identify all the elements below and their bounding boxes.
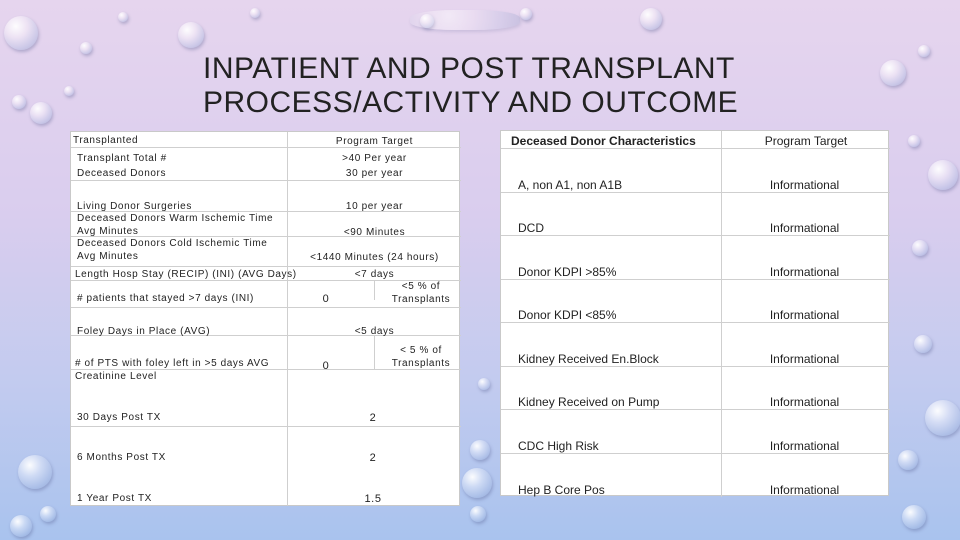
row-cdc-high-risk-target: Informational	[769, 439, 840, 453]
row-1-year-target: 1.5	[364, 493, 382, 505]
row-on-pump-label: Kidney Received on Pump	[518, 395, 660, 409]
row-on-pump-target: Informational	[769, 395, 840, 409]
row-en-block-target: Informational	[769, 352, 840, 366]
row-hep-b-target: Informational	[769, 483, 840, 497]
row-30-days-target: 2	[369, 412, 377, 424]
row-living-donor-target: 10 per year	[345, 201, 404, 212]
water-drop	[250, 8, 260, 18]
row-warm-ischemic-label: Deceased Donors Warm Ischemic Time Avg Minutes	[77, 213, 274, 237]
row-30-days-label: 30 Days Post TX	[77, 412, 161, 423]
water-drop	[478, 378, 490, 390]
row-kdpi-under-85-target: Informational	[769, 308, 840, 322]
water-drop	[10, 515, 32, 537]
row-stayed-over-7-target: <5 % of Transplants	[391, 281, 451, 305]
water-drop	[12, 95, 26, 109]
row-kdpi-under-85-label: Donor KDPI <85%	[518, 308, 617, 322]
water-drop	[880, 60, 906, 86]
row-living-donor-label: Living Donor Surgeries	[77, 201, 192, 212]
row-foley-days-label: Foley Days in Place (AVG)	[77, 326, 211, 337]
water-drop	[925, 400, 960, 436]
row-length-stay-label: Length Hosp Stay (RECIP) (INI) (AVG Days)	[75, 269, 297, 280]
row-cold-ischemic-target: <1440 Minutes (24 hours)	[310, 252, 439, 263]
water-drop	[4, 16, 38, 50]
row-deceased-donors-label: Deceased Donors	[77, 168, 167, 179]
row-1-year-label: 1 Year Post TX	[77, 493, 152, 504]
donor-characteristics-table	[500, 130, 889, 496]
row-en-block-label: Kidney Received En.Block	[518, 352, 659, 366]
water-drop	[914, 335, 932, 353]
water-drop	[18, 455, 52, 489]
row-warm-ischemic-target: <90 Minutes	[343, 227, 406, 238]
row-a-non-a1-label: A, non A1, non A1B	[518, 178, 623, 192]
row-foley-left-label: # of PTS with foley left in >5 days AVG Creatinine Level	[75, 358, 270, 382]
water-drop	[64, 86, 74, 96]
row-kdpi-over-85-label: Donor KDPI >85%	[518, 265, 617, 279]
transplant-metrics-table	[70, 131, 460, 506]
row-hep-b-label: Hep B Core Pos	[518, 483, 605, 497]
page-title-line1: INPATIENT AND POST TRANSPLANT	[203, 52, 735, 85]
header-transplanted: Transplanted	[73, 135, 139, 146]
row-6-months-label: 6 Months Post TX	[77, 452, 166, 463]
water-drop	[898, 450, 918, 470]
header-program-target-right: Program Target	[764, 134, 848, 148]
water-drop	[178, 22, 204, 48]
row-a-non-a1-target: Informational	[769, 178, 840, 192]
row-transplant-total-target: >40 Per year	[342, 153, 407, 164]
water-drop	[640, 8, 662, 30]
row-foley-days-target: <5 days	[354, 326, 395, 337]
row-length-stay-target: <7 days	[354, 269, 395, 280]
water-drop	[40, 506, 56, 522]
row-foley-left-value: 0	[322, 360, 330, 372]
water-drop	[918, 45, 930, 57]
header-deceased-donor-characteristics: Deceased Donor Characteristics	[511, 134, 696, 148]
water-drop	[410, 10, 520, 30]
water-drop	[908, 135, 920, 147]
row-kdpi-over-85-target: Informational	[769, 265, 840, 279]
row-stayed-over-7-value: 0	[322, 293, 330, 305]
row-dcd-target: Informational	[769, 221, 840, 235]
water-drop	[118, 12, 128, 22]
row-transplant-total-label: Transplant Total #	[77, 153, 167, 164]
row-deceased-donors-target: 30 per year	[345, 168, 404, 179]
water-drop	[470, 506, 486, 522]
water-drop	[462, 468, 492, 498]
page-title-line2: PROCESS/ACTIVITY AND OUTCOME	[203, 86, 739, 119]
water-drop	[902, 505, 926, 529]
water-drop	[30, 102, 52, 124]
row-6-months-target: 2	[369, 452, 377, 464]
header-program-target: Program Target	[335, 136, 414, 147]
page-title	[203, 52, 803, 120]
row-cold-ischemic-label: Deceased Donors Cold Ischemic Time Avg Minutes	[77, 238, 268, 262]
water-drop	[928, 160, 958, 190]
row-foley-left-target: < 5 % of Transplants	[391, 345, 451, 369]
row-cdc-high-risk-label: CDC High Risk	[518, 439, 599, 453]
water-drop	[470, 440, 490, 460]
water-drop	[912, 240, 928, 256]
row-stayed-over-7-label: # patients that stayed >7 days (INI)	[77, 293, 254, 304]
row-dcd-label: DCD	[518, 221, 544, 235]
water-drop	[520, 8, 532, 20]
water-drop	[80, 42, 92, 54]
